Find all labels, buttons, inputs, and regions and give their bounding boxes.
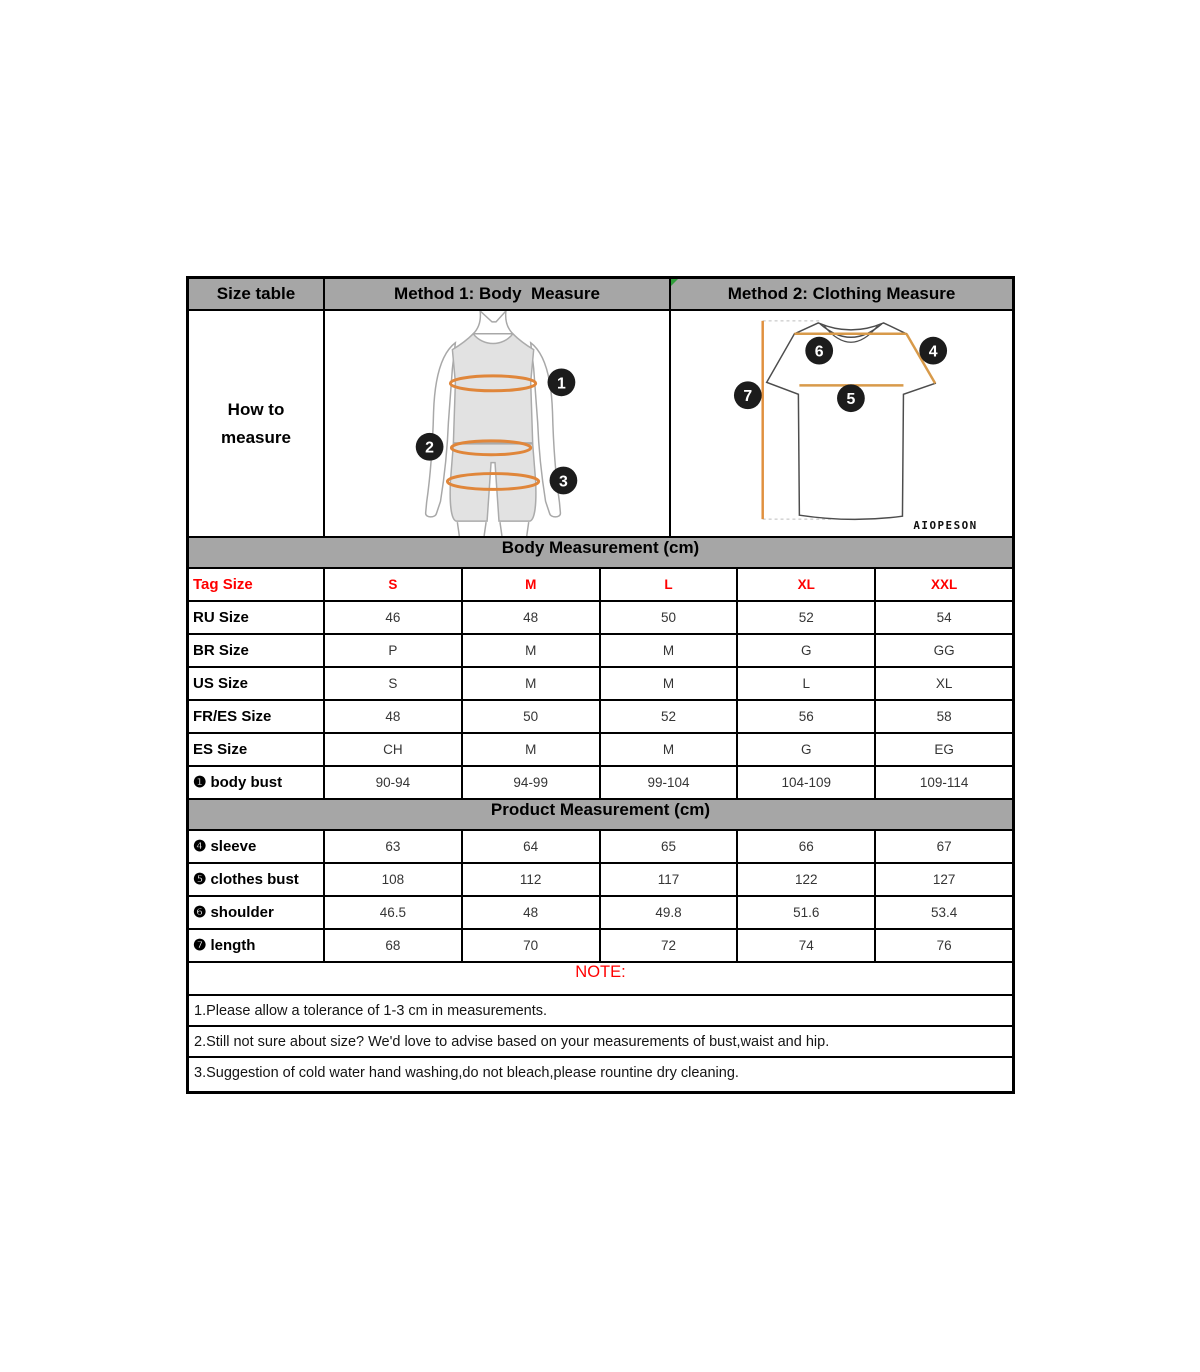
circled-6-icon: ❻ [193, 904, 207, 921]
svg-text:7: 7 [743, 388, 753, 406]
row-label [189, 831, 325, 862]
row-label [189, 668, 325, 699]
cell-value: 63 [325, 831, 463, 862]
cell-value: 117 [601, 864, 739, 895]
cell-value: G [738, 734, 876, 765]
size-table [186, 276, 1015, 1094]
svg-text:6: 6 [814, 343, 824, 361]
row-label [189, 635, 325, 666]
method2-title [671, 279, 1012, 309]
cell-value: CH [325, 734, 463, 765]
row-label [189, 701, 325, 732]
note-text: 2.Still not sure about size? We'd love to advise based on your measurements of bust,waist and hip. [194, 1033, 830, 1050]
cell-value: 70 [463, 930, 601, 961]
cell-value: 127 [932, 872, 956, 887]
top-header-row [189, 279, 1012, 311]
row-label-text: clothes bust [210, 871, 299, 888]
cell-value: 67 [936, 839, 952, 854]
diagram-row [189, 311, 1012, 538]
note-text: 1.Please allow a tolerance of 1-3 cm in measurements. [194, 1002, 548, 1019]
cell-value: 53.4 [930, 905, 958, 920]
row-label [189, 602, 325, 633]
tshirt-illustration [671, 311, 1012, 536]
svg-text:1: 1 [557, 375, 566, 393]
cell-value: 56 [738, 701, 876, 732]
row-label [189, 767, 325, 798]
row-label [189, 930, 325, 961]
body-measure-diagram [325, 311, 671, 536]
tag-size-label: Tag Size [189, 569, 325, 600]
clothing-measure-diagram [671, 311, 1012, 536]
badge-4 [919, 337, 947, 365]
body-measurement-title: Body Measurement (cm) [501, 538, 700, 557]
cell-value: M [601, 668, 739, 699]
row-label-text: sleeve [210, 838, 257, 855]
badge-1 [548, 368, 576, 396]
cell-value: 65 [601, 831, 739, 862]
cell-value: 99-104 [601, 767, 739, 798]
cell-value: 109-114 [919, 775, 969, 790]
row-body-bust [189, 767, 1012, 800]
cell-value: 112 [463, 864, 601, 895]
how-to-measure-label [189, 311, 325, 536]
row-us-size [189, 668, 1012, 701]
badge-2 [416, 433, 444, 461]
row-label-text: body bust [210, 774, 283, 791]
row-label-text: shoulder [210, 904, 274, 921]
badge-5 [837, 384, 865, 412]
row-label [189, 897, 325, 928]
product-measurement-header [189, 800, 1012, 831]
cell-value: 64 [463, 831, 601, 862]
cell-value: 49.8 [601, 897, 739, 928]
tag-size-xxl: XXL [930, 577, 958, 592]
cell-value: M [463, 635, 601, 666]
cell-value: M [463, 668, 601, 699]
row-br-size [189, 635, 1012, 668]
cell-value: EG [934, 742, 954, 757]
cell-value: 94-99 [463, 767, 601, 798]
cell-value: 74 [738, 930, 876, 961]
note-header-row [189, 963, 1012, 996]
cell-value: 50 [463, 701, 601, 732]
cell-value: 66 [738, 831, 876, 862]
cell-value: 108 [325, 864, 463, 895]
cell-value: 52 [601, 701, 739, 732]
tag-size-xl: XL [738, 569, 876, 600]
cell-value: 52 [738, 602, 876, 633]
row-label [189, 734, 325, 765]
how-to-measure-text: How to measure [221, 400, 291, 447]
cell-value: M [601, 734, 739, 765]
cell-value: 48 [463, 897, 601, 928]
cell-value: 50 [601, 602, 739, 633]
cell-value: 48 [463, 602, 601, 633]
badge-3 [550, 467, 578, 495]
cell-value: 76 [936, 938, 952, 953]
row-label-text: length [210, 937, 256, 954]
product-measurement-title: Product Measurement (cm) [490, 800, 711, 819]
row-clothes-bust [189, 864, 1012, 897]
cell-value: 46 [325, 602, 463, 633]
body-measurement-header [189, 538, 1012, 569]
note-item-3 [189, 1058, 1012, 1088]
row-label [189, 864, 325, 895]
row-shoulder [189, 897, 1012, 930]
row-label-text: BR Size [193, 642, 249, 659]
note-title: NOTE: [575, 963, 626, 981]
method2-title-text: Method 2: Clothing Measure [727, 284, 956, 303]
circled-1-icon: ❶ [193, 774, 207, 791]
row-sleeve [189, 831, 1012, 864]
cell-value: GG [933, 643, 955, 658]
cell-value: M [601, 635, 739, 666]
row-label-text: ES Size [193, 741, 248, 758]
cell-value: 72 [601, 930, 739, 961]
note-item-1 [189, 996, 1012, 1027]
cell-value: G [738, 635, 876, 666]
cell-value: 68 [325, 930, 463, 961]
cell-value: 90-94 [325, 767, 463, 798]
svg-text:4: 4 [928, 343, 938, 361]
cell-value: 54 [936, 610, 952, 625]
cell-value: P [325, 635, 463, 666]
row-label-text: FR/ES Size [193, 708, 272, 725]
method1-title: Method 1: Body Measure [325, 279, 671, 309]
circled-4-icon: ❹ [193, 838, 207, 855]
circled-5-icon: ❺ [193, 871, 207, 888]
row-length [189, 930, 1012, 963]
note-text: 3.Suggestion of cold water hand washing,do not bleach,please rountine dry cleaning. [194, 1065, 739, 1081]
cell-value: 46.5 [325, 897, 463, 928]
note-item-2 [189, 1027, 1012, 1058]
circled-7-icon: ❼ [193, 937, 207, 954]
tag-size-s: S [325, 569, 463, 600]
row-tag-size [189, 569, 1012, 602]
green-corner-flag [671, 279, 678, 286]
row-es-size [189, 734, 1012, 767]
cell-value: 48 [325, 701, 463, 732]
badge-6 [805, 337, 833, 365]
row-fres-size [189, 701, 1012, 734]
cell-value: 122 [738, 864, 876, 895]
cell-value: XL [935, 676, 953, 691]
cell-value: 58 [936, 709, 952, 724]
row-label-text: RU Size [193, 609, 249, 626]
body-figure-illustration [325, 311, 669, 536]
badge-7 [734, 381, 762, 409]
cell-value: L [738, 668, 876, 699]
row-ru-size [189, 602, 1012, 635]
svg-text:2: 2 [425, 439, 435, 457]
cell-value: 51.6 [738, 897, 876, 928]
svg-text:3: 3 [559, 473, 568, 491]
size-table-title: Size table [189, 279, 325, 309]
cell-value: S [325, 668, 463, 699]
tag-size-l: L [601, 569, 739, 600]
brand-text: AIOPESON [913, 519, 978, 533]
tag-size-m: M [463, 569, 601, 600]
cell-value: 104-109 [738, 767, 876, 798]
cell-value: M [463, 734, 601, 765]
svg-text:5: 5 [846, 391, 856, 409]
row-label-text: US Size [193, 675, 249, 692]
